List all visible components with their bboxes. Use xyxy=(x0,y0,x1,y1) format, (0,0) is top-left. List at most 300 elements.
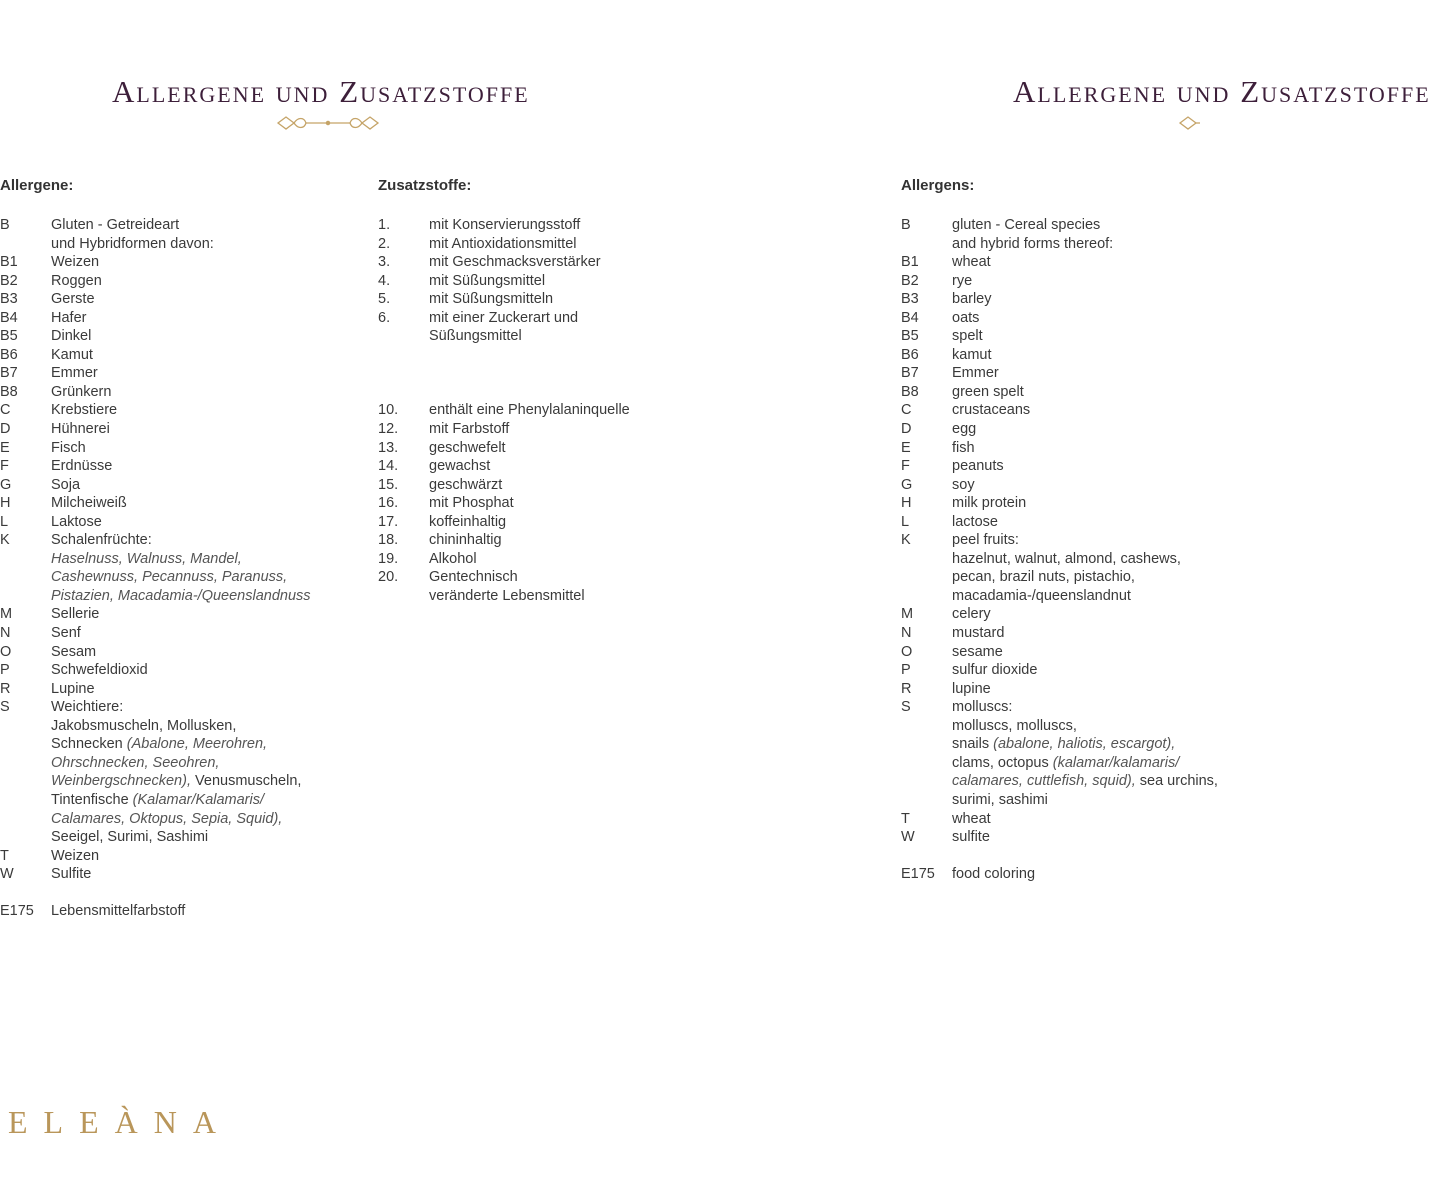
list-item xyxy=(378,216,630,235)
list-item xyxy=(0,364,311,383)
item-text-segment: mit Geschmacksverstärker xyxy=(429,254,601,271)
item-text-segment: sesame xyxy=(952,643,1003,660)
item-text xyxy=(429,476,502,495)
item-code: 6. xyxy=(378,309,391,326)
item-text xyxy=(952,754,1179,773)
additive-list-de xyxy=(378,216,630,605)
list-item xyxy=(0,327,311,346)
item-code: B6 xyxy=(0,346,18,363)
item-text-segment: koffeinhaltig xyxy=(429,513,507,530)
item-text-segment: gewachst xyxy=(429,458,491,475)
item-text xyxy=(51,754,219,773)
item-text-segment: kamut xyxy=(952,346,992,363)
item-text-segment: sulfite xyxy=(952,829,990,846)
allergen-list-en xyxy=(901,216,1218,884)
item-text-segment: peel fruits: xyxy=(952,532,1019,549)
item-text xyxy=(952,346,992,365)
list-item xyxy=(901,309,1218,328)
list-item xyxy=(901,439,1218,458)
item-code: B2 xyxy=(0,272,18,289)
item-text xyxy=(952,401,1030,420)
list-item xyxy=(378,494,630,513)
item-text xyxy=(51,568,287,587)
item-text xyxy=(51,643,96,662)
item-text xyxy=(429,420,509,439)
list-item xyxy=(0,791,311,810)
list-item xyxy=(0,884,311,903)
item-code: M xyxy=(0,606,13,623)
list-item xyxy=(378,346,630,365)
item-text-segment: Krebstiere xyxy=(51,402,118,419)
item-text-segment: sulfur dioxide xyxy=(952,662,1038,679)
item-code xyxy=(901,772,952,791)
item-text-segment: veränderte Lebensmittel xyxy=(429,587,585,604)
item-code: 12. xyxy=(378,421,399,438)
item-text-segment: Roggen xyxy=(51,272,102,289)
item-text-segment: lactose xyxy=(952,513,998,530)
list-item xyxy=(0,531,311,550)
item-text xyxy=(51,791,264,810)
list-item xyxy=(378,439,630,458)
list-item xyxy=(0,680,311,699)
item-code: F xyxy=(0,458,9,475)
item-text xyxy=(952,587,1131,606)
item-text-segment: mit Konservierungsstoff xyxy=(429,217,581,233)
item-code: L xyxy=(0,513,9,530)
item-code: B xyxy=(0,217,10,233)
list-item xyxy=(378,587,630,606)
list-item xyxy=(378,420,630,439)
item-text-segment: peanuts xyxy=(952,458,1004,475)
additives-heading-de: Zusatzstoffe: xyxy=(378,177,472,194)
item-text-italic: calamares, cuttlefish, squid), xyxy=(952,773,1136,790)
item-code: 2. xyxy=(378,235,391,252)
item-text xyxy=(51,364,98,383)
list-item xyxy=(0,847,311,866)
item-text-segment: Süßungsmittel xyxy=(429,328,522,345)
item-text xyxy=(51,216,179,235)
list-item xyxy=(901,346,1218,365)
item-text xyxy=(51,698,123,717)
item-code: B8 xyxy=(0,383,18,400)
item-code xyxy=(0,828,51,847)
item-text xyxy=(51,624,81,643)
item-text-segment: Gerste xyxy=(51,291,95,308)
item-text xyxy=(952,550,1181,569)
item-code: 15. xyxy=(378,476,399,493)
item-code: O xyxy=(901,643,913,660)
list-item xyxy=(0,661,311,680)
item-text xyxy=(51,550,242,569)
item-text xyxy=(952,568,1135,587)
item-text xyxy=(952,420,976,439)
list-item xyxy=(901,791,1218,810)
item-text-segment: Senf xyxy=(51,625,81,642)
item-text-italic: (kalamar/kalamaris/ xyxy=(1052,754,1180,771)
item-code: S xyxy=(0,699,10,716)
item-text-segment: geschwärzt xyxy=(429,476,503,493)
allergens-heading-de: Allergene: xyxy=(0,177,74,194)
item-text-segment: Sesam xyxy=(51,643,97,660)
item-code: E175 xyxy=(901,866,935,883)
item-text xyxy=(429,216,580,235)
item-text-segment: mit Antioxidationsmittel xyxy=(429,235,577,252)
item-text xyxy=(952,531,1019,550)
list-item xyxy=(378,568,630,587)
item-code: B4 xyxy=(0,309,18,326)
item-text xyxy=(952,717,1077,736)
item-code xyxy=(0,735,51,754)
item-text xyxy=(952,253,991,272)
list-item xyxy=(0,810,311,829)
item-code: B1 xyxy=(901,254,919,271)
item-code: B xyxy=(901,217,911,233)
item-text xyxy=(952,772,1218,791)
item-text xyxy=(51,810,282,829)
item-text-segment: macadamia-/queenslandnut xyxy=(952,587,1131,604)
list-item xyxy=(901,383,1218,402)
item-text xyxy=(952,698,1012,717)
list-item xyxy=(901,754,1218,773)
item-text-segment: crustaceans xyxy=(952,402,1031,419)
item-code: H xyxy=(901,495,912,512)
list-item xyxy=(901,457,1218,476)
item-text-segment: wheat xyxy=(952,254,991,271)
item-code: E xyxy=(901,439,911,456)
item-text-segment: mit Süßungsmittel xyxy=(429,272,546,289)
list-item xyxy=(0,439,311,458)
item-code: K xyxy=(0,532,10,549)
item-code: P xyxy=(901,662,911,679)
item-text-italic: Ohrschnecken, Seeohren, xyxy=(51,754,220,771)
item-text-segment: soy xyxy=(952,476,975,493)
allergens-heading-en: Allergens: xyxy=(901,177,975,194)
item-code: T xyxy=(901,810,910,827)
item-text-segment: oats xyxy=(952,309,980,326)
item-code: E175 xyxy=(0,903,34,920)
item-text xyxy=(51,383,111,402)
item-text-segment: Venusmuscheln, xyxy=(190,773,302,790)
item-text xyxy=(429,272,545,291)
item-code: R xyxy=(901,680,912,697)
item-code: B3 xyxy=(901,291,919,308)
item-text xyxy=(51,661,148,680)
item-text-segment: Tintenfische xyxy=(51,791,133,808)
item-code: B1 xyxy=(0,254,18,271)
list-item xyxy=(901,624,1218,643)
item-code: B5 xyxy=(0,328,18,345)
list-item xyxy=(0,494,311,513)
item-text xyxy=(51,865,91,884)
item-text xyxy=(51,494,127,513)
item-text-segment: molluscs, molluscs, xyxy=(952,717,1077,734)
item-code: N xyxy=(0,625,11,642)
item-code xyxy=(901,235,952,254)
item-text-segment: sea urchins, xyxy=(1135,773,1218,790)
item-text xyxy=(51,605,99,624)
item-text-segment: Weizen xyxy=(51,847,100,864)
list-item xyxy=(0,698,311,717)
list-item xyxy=(378,383,630,402)
list-item xyxy=(0,735,311,754)
item-code: T xyxy=(0,847,9,864)
item-text xyxy=(51,772,301,791)
item-text-segment: molluscs: xyxy=(952,699,1013,716)
item-code: B7 xyxy=(0,365,18,382)
list-item xyxy=(378,476,630,495)
item-code: O xyxy=(0,643,12,660)
list-item xyxy=(0,383,311,402)
item-code: 19. xyxy=(378,550,399,567)
item-text-segment: Lebensmittelfarbstoff xyxy=(51,903,186,920)
list-item xyxy=(0,828,311,847)
item-code: 3. xyxy=(378,254,391,271)
item-text-segment: Sellerie xyxy=(51,606,100,623)
item-text-segment: Grünkern xyxy=(51,383,112,400)
item-text xyxy=(952,513,998,532)
list-item xyxy=(901,865,1218,884)
item-code: 18. xyxy=(378,532,399,549)
item-text xyxy=(952,457,1004,476)
item-text xyxy=(51,828,208,847)
item-code: 4. xyxy=(378,272,391,289)
list-item xyxy=(901,420,1218,439)
item-code xyxy=(0,587,51,606)
item-text-segment: surimi, sashimi xyxy=(952,791,1048,808)
item-text xyxy=(51,717,236,736)
item-text-italic: Pistazien, Macadamia-/Queenslandnuss xyxy=(51,587,311,604)
item-text-segment: rye xyxy=(952,272,973,289)
item-code xyxy=(0,754,51,773)
item-code: C xyxy=(0,402,11,419)
item-text-segment: spelt xyxy=(952,328,983,345)
list-item xyxy=(0,717,311,736)
list-item xyxy=(0,772,311,791)
item-code: L xyxy=(901,513,910,530)
item-text-segment: wheat xyxy=(952,810,991,827)
item-text-segment: hazelnut, walnut, almond, cashews, xyxy=(952,550,1181,567)
item-text-segment: pecan, brazil nuts, pistachio, xyxy=(952,569,1135,586)
list-item xyxy=(378,364,630,383)
list-item xyxy=(378,550,630,569)
item-text xyxy=(952,272,972,291)
item-text-segment: Gentechnisch xyxy=(429,569,518,586)
flourish-divider-icon xyxy=(276,112,380,134)
item-text-segment: milk protein xyxy=(952,495,1027,512)
item-text xyxy=(952,791,1048,810)
item-code: B5 xyxy=(901,328,919,345)
item-code: P xyxy=(0,662,10,679)
list-item xyxy=(378,327,630,346)
item-code: G xyxy=(901,476,913,493)
item-text-italic: (abalone, haliotis, escargot), xyxy=(993,736,1176,753)
item-text xyxy=(51,346,93,365)
item-text-segment: egg xyxy=(952,421,977,438)
item-code xyxy=(0,791,51,810)
list-item xyxy=(901,364,1218,383)
item-code xyxy=(0,550,51,569)
item-text xyxy=(952,828,990,847)
list-item xyxy=(378,531,630,550)
list-item xyxy=(901,717,1218,736)
item-text xyxy=(952,810,991,829)
list-item xyxy=(901,513,1218,532)
list-item xyxy=(901,216,1218,235)
item-text-segment: and hybrid forms thereof: xyxy=(952,235,1114,252)
item-text-segment: enthält eine Phenylalaninquelle xyxy=(429,402,630,419)
item-code: 14. xyxy=(378,458,399,475)
list-item xyxy=(901,476,1218,495)
item-code: B6 xyxy=(901,346,919,363)
item-code: D xyxy=(0,421,11,438)
item-code xyxy=(901,717,952,736)
item-text xyxy=(51,680,95,699)
item-code xyxy=(901,754,952,773)
item-text xyxy=(952,661,1037,680)
list-item xyxy=(0,253,311,272)
item-text-segment: Weizen xyxy=(51,254,100,271)
list-item xyxy=(0,290,311,309)
item-text-italic: Calamares, Oktopus, Sepia, Squid), xyxy=(51,810,283,827)
list-item xyxy=(0,902,311,921)
item-text-segment: Hühnerei xyxy=(51,421,110,438)
item-text-italic: Cashewnuss, Pecannuss, Paranuss, xyxy=(51,569,288,586)
item-text-segment: green spelt xyxy=(952,383,1024,400)
item-code: S xyxy=(901,699,911,716)
item-text-segment: Schwefeldioxid xyxy=(51,662,148,679)
item-text xyxy=(952,605,991,624)
list-item xyxy=(901,550,1218,569)
item-text-segment: mit Süßungsmitteln xyxy=(429,291,554,308)
item-text-segment: Erdnüsse xyxy=(51,458,113,475)
item-text-segment: chininhaltig xyxy=(429,532,502,549)
item-text-segment: und Hybridformen davon: xyxy=(51,235,214,252)
item-code: B3 xyxy=(0,291,18,308)
item-text xyxy=(51,439,86,458)
item-text xyxy=(429,531,502,550)
list-item xyxy=(901,568,1218,587)
item-text xyxy=(51,309,86,328)
item-code: 5. xyxy=(378,291,391,308)
item-text xyxy=(51,457,112,476)
list-item xyxy=(0,420,311,439)
list-item xyxy=(0,309,311,328)
item-text-segment: Hafer xyxy=(51,309,87,326)
item-text-segment: Laktose xyxy=(51,513,102,530)
item-text xyxy=(429,309,578,328)
item-text xyxy=(952,735,1175,754)
item-text xyxy=(429,513,506,532)
item-text xyxy=(952,383,1024,402)
item-text-segment: Emmer xyxy=(952,365,999,382)
item-code xyxy=(901,568,952,587)
item-text xyxy=(51,735,267,754)
item-text-italic: Weinbergschnecken), xyxy=(51,773,191,790)
item-text xyxy=(429,457,490,476)
item-text-segment: mit einer Zuckerart und xyxy=(429,309,579,326)
list-item xyxy=(901,605,1218,624)
item-code: 20. xyxy=(378,569,399,586)
item-text xyxy=(952,290,992,309)
item-text xyxy=(429,327,522,346)
list-item xyxy=(378,401,630,420)
item-text xyxy=(952,364,999,383)
item-text xyxy=(429,494,514,513)
item-code xyxy=(901,550,952,569)
page-title-en: Allergene und Zusatzstoffe xyxy=(1013,74,1431,109)
list-item xyxy=(901,272,1218,291)
item-code xyxy=(0,717,51,736)
item-text xyxy=(51,847,99,866)
item-text-segment: geschwefelt xyxy=(429,439,506,456)
item-text xyxy=(429,568,518,587)
item-text xyxy=(51,272,102,291)
item-text xyxy=(51,253,99,272)
list-item xyxy=(0,272,311,291)
item-text-segment: Emmer xyxy=(51,365,98,382)
item-text xyxy=(429,550,477,569)
list-item xyxy=(0,476,311,495)
item-text-italic: Haselnuss, Walnuss, Mandel, xyxy=(51,550,242,567)
list-item xyxy=(378,235,630,254)
item-text xyxy=(51,290,95,309)
list-item xyxy=(901,531,1218,550)
list-item xyxy=(0,401,311,420)
list-item xyxy=(901,810,1218,829)
item-code: 1. xyxy=(378,217,391,233)
list-item xyxy=(901,772,1218,791)
list-item xyxy=(901,828,1218,847)
item-code: 10. xyxy=(378,402,399,419)
item-code: R xyxy=(0,680,11,697)
item-text xyxy=(429,401,630,420)
list-item xyxy=(901,735,1218,754)
list-item xyxy=(378,272,630,291)
item-text-segment: fish xyxy=(952,439,975,456)
item-text-segment: Alkohol xyxy=(429,550,477,567)
item-text xyxy=(429,439,506,458)
item-text-segment: snails xyxy=(952,736,994,753)
item-text xyxy=(51,476,80,495)
item-text-segment: celery xyxy=(952,606,991,623)
list-item xyxy=(901,680,1218,699)
item-text-segment: Schalenfrüchte: xyxy=(51,532,152,549)
item-text-segment: Dinkel xyxy=(51,328,92,345)
list-item xyxy=(0,624,311,643)
list-item xyxy=(0,346,311,365)
list-item xyxy=(901,327,1218,346)
list-item xyxy=(901,587,1218,606)
item-text xyxy=(952,309,979,328)
brand-logo: ELEÀNA xyxy=(8,1104,232,1140)
item-text xyxy=(952,624,1004,643)
item-code: K xyxy=(901,532,911,549)
item-code xyxy=(378,587,429,606)
item-text-segment: food coloring xyxy=(952,866,1036,883)
list-item xyxy=(0,587,311,606)
item-text-italic: (Kalamar/Kalamaris/ xyxy=(132,791,265,808)
item-code: B7 xyxy=(901,365,919,382)
item-code xyxy=(0,772,51,791)
item-text xyxy=(952,439,975,458)
item-text xyxy=(429,235,576,254)
item-code xyxy=(901,587,952,606)
list-item xyxy=(901,235,1218,254)
item-text-segment: Fisch xyxy=(51,439,86,456)
item-text-segment: mustard xyxy=(952,625,1005,642)
item-text xyxy=(952,216,1100,235)
item-code xyxy=(901,791,952,810)
